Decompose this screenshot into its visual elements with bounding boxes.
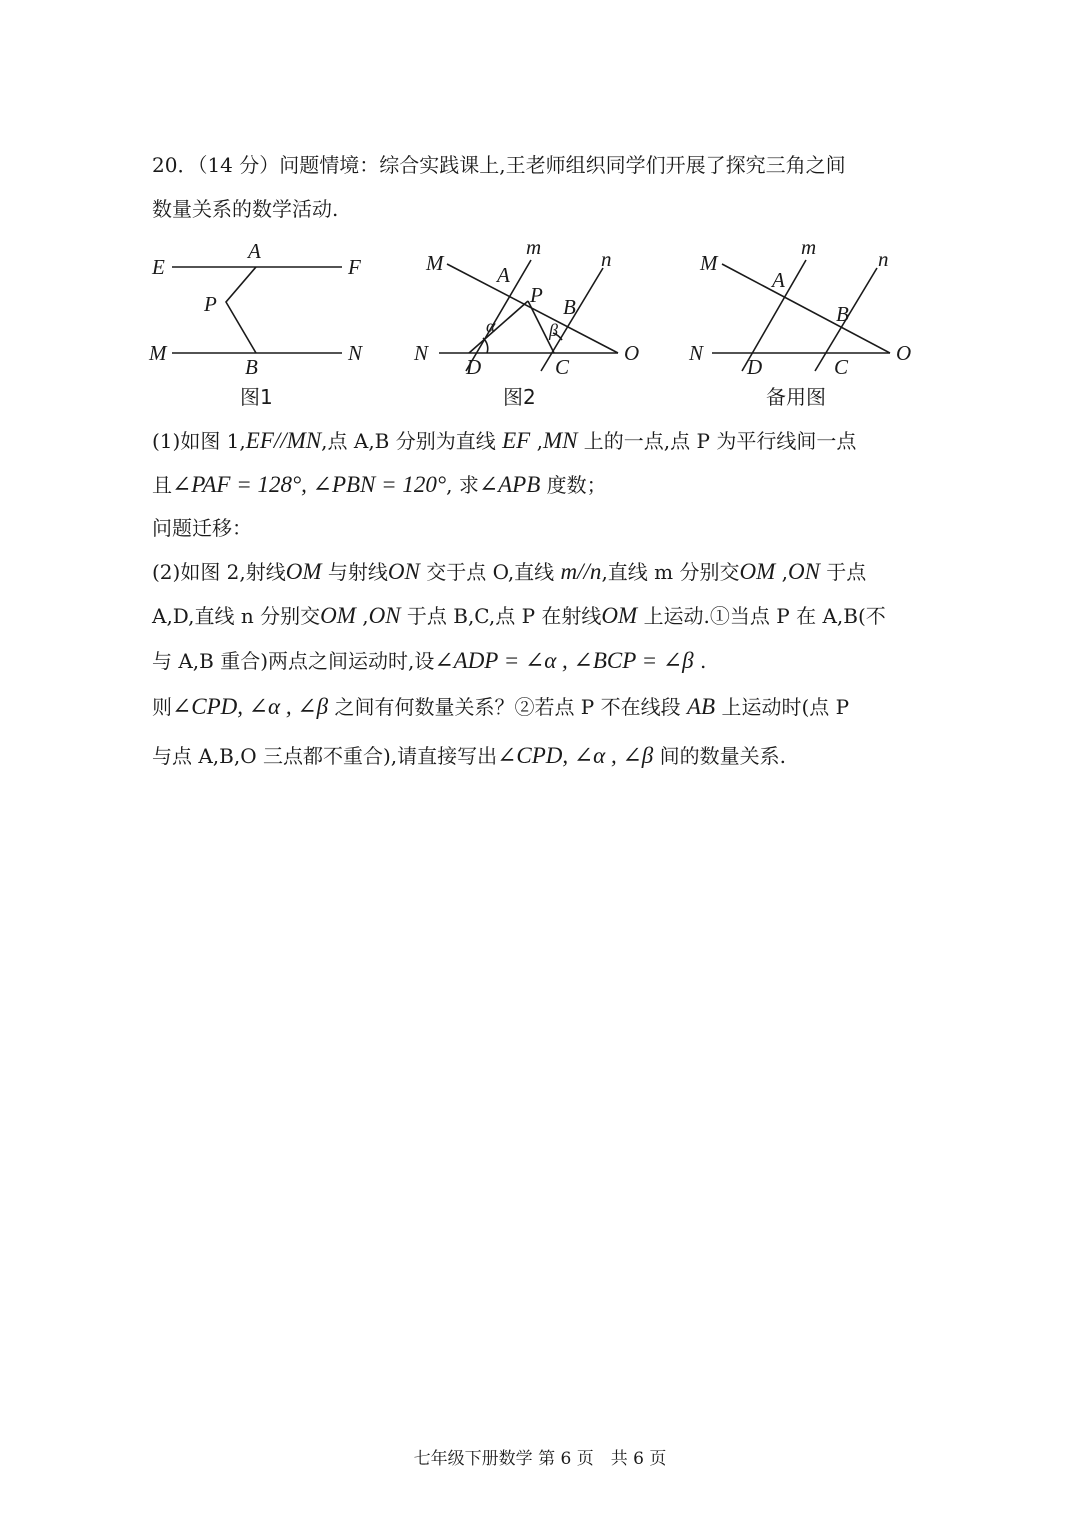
fig3-label-o: O: [896, 341, 912, 365]
fig1-label-f: F: [348, 255, 361, 279]
fig3-ray-om: [722, 264, 890, 353]
fig2-label-alpha: α: [486, 316, 496, 336]
fig3-label-n-line: n: [878, 247, 889, 271]
fig2-label-n-point: N: [414, 341, 429, 365]
fig1-label-a: A: [248, 239, 261, 263]
fig3-label-m-line: m: [801, 235, 817, 259]
fig2-label-d: D: [466, 355, 482, 379]
geometry-figures: [0, 232, 1080, 422]
fig2-label-o: O: [624, 341, 640, 365]
fig2-label-c: C: [555, 355, 570, 379]
fig1-label-p: P: [204, 292, 217, 316]
fig3-label-b: B: [836, 302, 849, 326]
fig1-label-e: E: [152, 255, 165, 279]
fig2-label-b: B: [563, 295, 576, 319]
part-1-line-2: 且∠PAF = 128°, ∠PBN = 120°, 求∠APB 度数；: [152, 472, 607, 497]
fig2-segment-pd: [469, 301, 528, 353]
fig1-label-m: M: [149, 341, 167, 365]
page-footer: 七年级下册数学 第 6 页 共 6 页: [413, 1449, 667, 1469]
fig3-label-n-point: N: [689, 341, 704, 365]
part-2-line-5: 与点 A,B,O 三点都不重合),请直接写出∠CPD, ∠α , ∠β 间的数量关系.: [152, 743, 786, 768]
question-20-line-2: 数量关系的数学活动.: [152, 197, 339, 221]
problem-transfer-heading: 问题迁移：: [152, 516, 252, 540]
fig1-path-apb: [226, 267, 256, 353]
part-2-line-2: A,D,直线 n 分别交OM ,ON 于点 B,C,点 P 在射线OM 上运动.①当点 P 在 A,B(不: [152, 603, 886, 628]
fig3-label-d: D: [747, 355, 763, 379]
fig2-label-m-line: m: [526, 235, 542, 259]
fig3-label-m-point: M: [700, 251, 718, 275]
figure-row: [0, 232, 1080, 422]
fig2-label-m-point: M: [426, 251, 444, 275]
fig3-caption: 备用图: [766, 385, 826, 409]
fig3-label-c: C: [834, 355, 849, 379]
fig2-label-beta: β: [549, 320, 558, 340]
fig1-caption: 图1: [240, 385, 273, 409]
fig2-label-a: A: [497, 263, 510, 287]
fig2-caption: 图2: [503, 385, 536, 409]
fig1-label-b: B: [245, 355, 258, 379]
fig2-label-p: P: [530, 283, 543, 307]
part-2-line-1: (2)如图 2,射线OM 与射线ON 交于点 O,直线 m//n,直线 m 分别交OM ,ON 于点: [152, 559, 867, 584]
part-2-line-4: 则∠CPD, ∠α , ∠β 之间有何数量关系？②若点 P 不在线段 AB 上运动时(点 P: [152, 694, 850, 719]
part-1-line-1: (1)如图 1,EF//MN,点 A,B 分别为直线 EF ,MN 上的一点,点 P 为平行线间一点: [152, 428, 857, 453]
fig2-label-n-line: n: [601, 247, 612, 271]
question-20-line-1: 20．（14 分）问题情境：综合实践课上,王老师组织同学们开展了探究三角之间: [152, 153, 846, 177]
part-2-line-3: 与 A,B 重合)两点之间运动时,设∠ADP = ∠α , ∠BCP = ∠β .: [152, 648, 707, 673]
fig1-label-n: N: [348, 341, 363, 365]
fig3-label-a: A: [772, 268, 785, 292]
